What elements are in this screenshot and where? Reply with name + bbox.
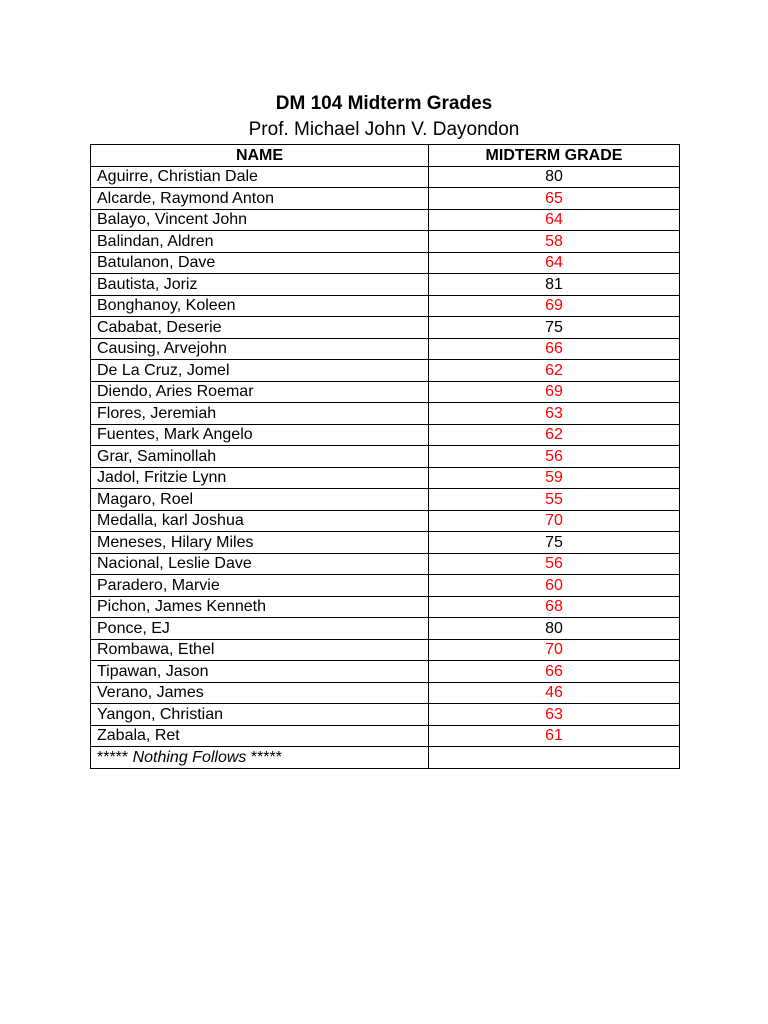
student-name-cell: Balayo, Vincent John	[91, 209, 429, 231]
table-row	[91, 553, 680, 575]
table-row	[91, 188, 680, 210]
column-header-name: NAME	[91, 145, 429, 167]
midterm-grade-cell: 63	[429, 704, 680, 726]
student-name-cell: Nacional, Leslie Dave	[91, 553, 429, 575]
table-row	[91, 231, 680, 253]
table-footer-row	[91, 747, 680, 769]
grades-table-body	[91, 166, 680, 747]
table-row	[91, 317, 680, 339]
table-row	[91, 596, 680, 618]
student-name-cell: Rombawa, Ethel	[91, 639, 429, 661]
midterm-grade-cell: 70	[429, 510, 680, 532]
table-row	[91, 489, 680, 511]
midterm-grade-cell: 56	[429, 553, 680, 575]
midterm-grade-cell: 75	[429, 317, 680, 339]
student-name-cell: Bautista, Joriz	[91, 274, 429, 296]
midterm-grade-cell: 59	[429, 467, 680, 489]
midterm-grade-cell: 64	[429, 209, 680, 231]
student-name-cell: Yangon, Christian	[91, 704, 429, 726]
student-name-cell: Cababat, Deserie	[91, 317, 429, 339]
nothing-follows-text: Nothing Follows	[132, 748, 247, 766]
student-name-cell: Ponce, EJ	[91, 618, 429, 640]
midterm-grade-cell: 80	[429, 618, 680, 640]
table-row	[91, 532, 680, 554]
table-row	[91, 639, 680, 661]
student-name-cell: Diendo, Aries Roemar	[91, 381, 429, 403]
table-row	[91, 424, 680, 446]
student-name-cell: Grar, Saminollah	[91, 446, 429, 468]
student-name-cell: Pichon, James Kenneth	[91, 596, 429, 618]
grades-table	[90, 144, 680, 769]
midterm-grade-cell: 61	[429, 725, 680, 747]
midterm-grade-cell: 65	[429, 188, 680, 210]
table-row	[91, 575, 680, 597]
document-subtitle: Prof. Michael John V. Dayondon	[248, 119, 520, 140]
student-name-cell: Balindan, Aldren	[91, 231, 429, 253]
midterm-grade-cell: 60	[429, 575, 680, 597]
midterm-grade-cell: 75	[429, 532, 680, 554]
footer-stars-left: *****	[97, 748, 133, 766]
student-name-cell: Magaro, Roel	[91, 489, 429, 511]
table-row	[91, 446, 680, 468]
midterm-grade-cell: 70	[429, 639, 680, 661]
table-row	[91, 252, 680, 274]
midterm-grade-cell: 66	[429, 338, 680, 360]
midterm-grade-cell: 62	[429, 424, 680, 446]
student-name-cell: Causing, Arvejohn	[91, 338, 429, 360]
midterm-grade-cell: 62	[429, 360, 680, 382]
midterm-grade-cell: 68	[429, 596, 680, 618]
table-row	[91, 403, 680, 425]
column-header-grade: MIDTERM GRADE	[429, 145, 680, 167]
table-row	[91, 295, 680, 317]
table-row	[91, 661, 680, 683]
student-name-cell: Fuentes, Mark Angelo	[91, 424, 429, 446]
student-name-cell: Alcarde, Raymond Anton	[91, 188, 429, 210]
table-row	[91, 510, 680, 532]
midterm-grade-cell: 46	[429, 682, 680, 704]
student-name-cell: Meneses, Hilary Miles	[91, 532, 429, 554]
student-name-cell: Paradero, Marvie	[91, 575, 429, 597]
table-row	[91, 704, 680, 726]
student-name-cell: Medalla, karl Joshua	[91, 510, 429, 532]
midterm-grade-cell: 64	[429, 252, 680, 274]
midterm-grade-cell: 55	[429, 489, 680, 511]
footer-stars-right: *****	[246, 748, 282, 766]
student-name-cell: Tipawan, Jason	[91, 661, 429, 683]
student-name-cell: Bonghanoy, Koleen	[91, 295, 429, 317]
document-title: DM 104 Midterm Grades	[275, 93, 493, 114]
midterm-grade-cell: 69	[429, 295, 680, 317]
student-name-cell: Jadol, Fritzie Lynn	[91, 467, 429, 489]
student-name-cell: Verano, James	[91, 682, 429, 704]
table-row	[91, 682, 680, 704]
midterm-grade-cell: 66	[429, 661, 680, 683]
midterm-grade-cell: 58	[429, 231, 680, 253]
table-row	[91, 618, 680, 640]
table-header-row	[91, 145, 680, 167]
nothing-follows-cell	[91, 747, 429, 769]
table-row	[91, 274, 680, 296]
student-name-cell: Aguirre, Christian Dale	[91, 166, 429, 188]
student-name-cell: Zabala, Ret	[91, 725, 429, 747]
midterm-grade-cell: 69	[429, 381, 680, 403]
empty-grade-cell	[429, 747, 680, 769]
table-row	[91, 725, 680, 747]
student-name-cell: Batulanon, Dave	[91, 252, 429, 274]
table-row	[91, 360, 680, 382]
table-row	[91, 467, 680, 489]
midterm-grade-cell: 80	[429, 166, 680, 188]
table-row	[91, 381, 680, 403]
midterm-grade-cell: 56	[429, 446, 680, 468]
table-row	[91, 338, 680, 360]
table-row	[91, 209, 680, 231]
student-name-cell: De La Cruz, Jomel	[91, 360, 429, 382]
student-name-cell: Flores, Jeremiah	[91, 403, 429, 425]
table-row	[91, 166, 680, 188]
midterm-grade-cell: 81	[429, 274, 680, 296]
midterm-grade-cell: 63	[429, 403, 680, 425]
